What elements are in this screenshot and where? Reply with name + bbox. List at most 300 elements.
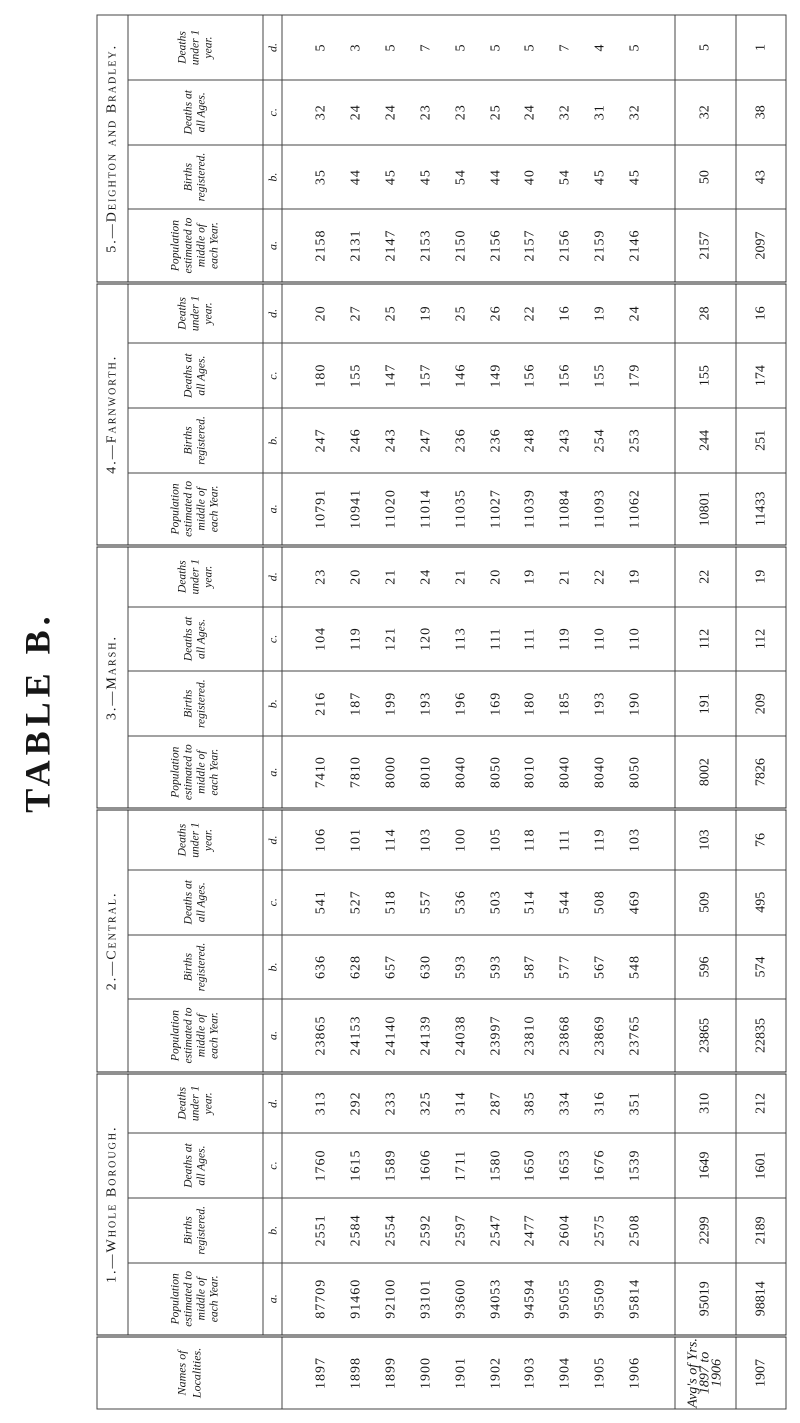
- table-cell: 11039: [522, 488, 538, 529]
- table-cell: 26: [487, 304, 503, 321]
- infant-list: [309, 810, 647, 869]
- births-header: Births registered.: [128, 408, 263, 473]
- table-cell: 193: [417, 691, 433, 716]
- table-cell: 1899: [382, 1356, 398, 1389]
- unit-label: a.: [263, 472, 282, 545]
- pop-average: 8002: [675, 736, 736, 809]
- table-cell: 11093: [592, 488, 608, 529]
- table-cell: 8000: [382, 755, 398, 788]
- table-cell: 233: [382, 1090, 398, 1115]
- locality-heading: 5.—Deighton and Bradley.: [97, 15, 128, 283]
- births-column: [282, 671, 675, 736]
- table-cell: 24139: [417, 1015, 433, 1055]
- table-cell: 351: [627, 1090, 643, 1115]
- deaths-header: Deaths at all Ages.: [128, 1133, 263, 1198]
- table-cell: 10791: [313, 488, 329, 529]
- infant-column: [282, 545, 675, 606]
- pop-average: 10801: [675, 472, 736, 545]
- table-cell: 87709: [313, 1278, 329, 1319]
- table-cell: 508: [592, 889, 608, 914]
- table-cell: 11035: [452, 488, 468, 529]
- table-cell: 149: [487, 363, 503, 388]
- deaths-final: 174: [736, 343, 786, 408]
- table-cell: 2131: [348, 229, 364, 262]
- final-year-label: 1907: [736, 1335, 786, 1408]
- infant-header: Deaths under 1 year.: [128, 809, 263, 870]
- table-cell: 593: [487, 954, 503, 979]
- table-cell: 2146: [627, 229, 643, 262]
- infant-list: [309, 547, 647, 606]
- table-cell: 2157: [522, 229, 538, 262]
- infant-final: 19: [736, 545, 786, 606]
- table-cell: 23997: [487, 1015, 503, 1055]
- infant-header: Deaths under 1 year.: [128, 1072, 263, 1133]
- locality-heading: 1.—Whole Borough.: [97, 1072, 128, 1335]
- table-cell: 93101: [417, 1278, 433, 1319]
- deaths-average: 32: [675, 79, 736, 144]
- table-cell: 20: [348, 568, 364, 585]
- table-cell: 24: [348, 103, 364, 120]
- table-cell: 20: [487, 568, 503, 585]
- table-cell: 1539: [627, 1149, 643, 1182]
- locality-heading: 3.—Marsh.: [97, 545, 128, 808]
- deaths-final: 1601: [736, 1133, 786, 1198]
- table-cell: 2147: [382, 229, 398, 262]
- table-cell: 22: [592, 568, 608, 585]
- table-cell: 94594: [522, 1278, 538, 1319]
- pop-header: Population estimated to middle of each Year.: [128, 736, 263, 809]
- pop-final: 2097: [736, 209, 786, 282]
- table-cell: 587: [522, 954, 538, 979]
- unit-label: d.: [263, 15, 282, 80]
- table-cell: 95814: [627, 1278, 643, 1319]
- table-cell: 2477: [522, 1213, 538, 1246]
- deaths-header: Deaths at all Ages.: [128, 343, 263, 408]
- table-cell: 45: [592, 168, 608, 185]
- table-cell: 32: [627, 103, 643, 120]
- table-cell: 469: [627, 889, 643, 914]
- pop-list: [309, 736, 647, 807]
- table-cell: 593: [452, 954, 468, 979]
- table-cell: 8040: [592, 755, 608, 788]
- infant-list: [309, 15, 647, 79]
- births-column: [282, 1197, 675, 1262]
- table-cell: 103: [627, 827, 643, 852]
- unit-label: a.: [263, 209, 282, 282]
- births-average: 2299: [675, 1197, 736, 1262]
- table-cell: 8050: [487, 755, 503, 788]
- table-cell: 121: [382, 626, 398, 651]
- table-cell: 11027: [487, 488, 503, 529]
- table-cell: 44: [348, 168, 364, 185]
- table-cell: 95509: [592, 1278, 608, 1319]
- births-average: 191: [675, 671, 736, 736]
- table-cell: 1650: [522, 1149, 538, 1182]
- year-list: [309, 1337, 647, 1408]
- table-cell: 193: [592, 691, 608, 716]
- deaths-column: [282, 606, 675, 671]
- unit-label: d.: [263, 809, 282, 870]
- table-cell: 11084: [557, 488, 573, 529]
- table-cell: 8010: [522, 755, 538, 788]
- unit-label: b.: [263, 934, 282, 999]
- table-cell: 91460: [348, 1278, 364, 1319]
- table-cell: 1606: [417, 1149, 433, 1182]
- table-cell: 2604: [557, 1213, 573, 1246]
- table-cell: 2156: [557, 229, 573, 262]
- infant-final: 1: [736, 15, 786, 80]
- table-cell: 1711: [452, 1149, 468, 1181]
- deaths-average: 509: [675, 869, 736, 934]
- table-cell: 23: [417, 103, 433, 120]
- table-cell: 25: [382, 304, 398, 321]
- pop-final: 98814: [736, 1262, 786, 1335]
- table-cell: 2159: [592, 229, 608, 262]
- table-cell: 24: [382, 103, 398, 120]
- table-cell: 1902: [487, 1356, 503, 1389]
- births-header: Births registered.: [128, 671, 263, 736]
- table-cell: 32: [557, 103, 573, 120]
- table-cell: 7410: [313, 755, 329, 788]
- table-cell: 19: [627, 568, 643, 585]
- table-cell: 2592: [417, 1213, 433, 1246]
- table-cell: 25: [452, 304, 468, 321]
- pop-column: [282, 736, 675, 809]
- unit-label: b.: [263, 671, 282, 736]
- table-cell: 2156: [487, 229, 503, 262]
- table-cell: 120: [417, 626, 433, 651]
- table-cell: 118: [522, 827, 538, 852]
- table-cell: 10941: [348, 488, 364, 529]
- table-cell: 216: [313, 691, 329, 716]
- table-cell: 94053: [487, 1278, 503, 1319]
- deaths-column: [282, 79, 675, 144]
- table-cell: 119: [592, 827, 608, 852]
- table-cell: 247: [313, 427, 329, 452]
- table-cell: 32: [313, 103, 329, 120]
- table-cell: 24140: [382, 1015, 398, 1055]
- pop-header: Population estimated to middle of each Year.: [128, 472, 263, 545]
- pop-header: Population estimated to middle of each Year.: [128, 1262, 263, 1335]
- table-cell: 253: [627, 427, 643, 452]
- deaths-final: 112: [736, 606, 786, 671]
- births-list: [309, 1198, 647, 1262]
- unit-label: d.: [263, 1072, 282, 1133]
- table-cell: 54: [452, 168, 468, 185]
- table-cell: 106: [313, 827, 329, 852]
- table-cell: 11062: [627, 488, 643, 529]
- deaths-header: Deaths at all Ages.: [128, 606, 263, 671]
- deaths-list: [309, 343, 647, 407]
- pop-average: 2157: [675, 209, 736, 282]
- pop-list: [309, 999, 647, 1070]
- pop-list: [309, 209, 647, 280]
- pop-column: [282, 209, 675, 282]
- births-average: 50: [675, 144, 736, 209]
- births-header: Births registered.: [128, 1197, 263, 1262]
- table-cell: 24153: [348, 1015, 364, 1055]
- table-cell: 2153: [417, 229, 433, 262]
- deaths-column: [282, 343, 675, 408]
- table-cell: 243: [382, 427, 398, 452]
- table-cell: 4: [592, 42, 608, 51]
- infant-header: Deaths under 1 year.: [128, 282, 263, 343]
- births-list: [309, 671, 647, 735]
- table-cell: 5: [313, 42, 329, 51]
- deaths-average: 1649: [675, 1133, 736, 1198]
- table-cell: 248: [522, 427, 538, 452]
- table-cell: 23: [313, 568, 329, 585]
- unit-label: c.: [263, 869, 282, 934]
- final-year-row: [736, 15, 786, 1409]
- table-cell: 54: [557, 168, 573, 185]
- table-cell: 2554: [382, 1213, 398, 1246]
- table-cell: 5: [627, 42, 643, 51]
- table-cell: 527: [348, 889, 364, 914]
- table-cell: 93600: [452, 1278, 468, 1319]
- pop-header: Population estimated to middle of each Year.: [128, 999, 263, 1072]
- deaths-header: Deaths at all Ages.: [128, 869, 263, 934]
- table-cell: 23868: [557, 1015, 573, 1055]
- deaths-list: [309, 80, 647, 144]
- table-cell: 3: [348, 42, 364, 51]
- table-cell: 156: [557, 363, 573, 388]
- average-row: [675, 15, 736, 1409]
- table-cell: 31: [592, 103, 608, 120]
- unit-label: c.: [263, 1133, 282, 1198]
- table-cell: 636: [313, 954, 329, 979]
- infant-column: [282, 282, 675, 343]
- table-cell: 156: [522, 363, 538, 388]
- infant-average: 22: [675, 545, 736, 606]
- table-cell: 114: [382, 827, 398, 852]
- table-cell: 185: [557, 691, 573, 716]
- infant-final: 16: [736, 282, 786, 343]
- table-cell: 548: [627, 954, 643, 979]
- table-cell: 541: [313, 889, 329, 914]
- table-cell: 1653: [557, 1149, 573, 1182]
- table-cell: 1897: [313, 1356, 329, 1389]
- table-cell: 27: [348, 304, 364, 321]
- births-final: 43: [736, 144, 786, 209]
- table-cell: 2551: [313, 1213, 329, 1246]
- table-cell: 247: [417, 427, 433, 452]
- table-cell: 1898: [348, 1356, 364, 1389]
- unit-label: d.: [263, 282, 282, 343]
- locality-heading: 4.—Farnworth.: [97, 282, 128, 545]
- table-cell: 95055: [557, 1278, 573, 1319]
- infant-average: 103: [675, 809, 736, 870]
- births-header: Births registered.: [128, 934, 263, 999]
- table-cell: 8040: [557, 755, 573, 788]
- infant-average: 28: [675, 282, 736, 343]
- unit-label: a.: [263, 736, 282, 809]
- table-cell: 16: [557, 304, 573, 321]
- births-column: [282, 934, 675, 999]
- table-cell: 514: [522, 889, 538, 914]
- table-cell: 1615: [348, 1149, 364, 1182]
- table-cell: 1580: [487, 1149, 503, 1182]
- table-cell: 100: [452, 827, 468, 852]
- table-cell: 21: [382, 568, 398, 585]
- locality-header-row: [97, 15, 128, 1409]
- table-cell: 21: [452, 568, 468, 585]
- table-cell: 24: [627, 304, 643, 321]
- table-cell: 146: [452, 363, 468, 388]
- table-cell: 1760: [313, 1149, 329, 1182]
- table-cell: 19: [592, 304, 608, 321]
- deaths-final: 38: [736, 79, 786, 144]
- infant-column: [282, 15, 675, 80]
- table-cell: 105: [487, 827, 503, 852]
- table-cell: 190: [627, 691, 643, 716]
- table-cell: 2584: [348, 1213, 364, 1246]
- births-column: [282, 144, 675, 209]
- table-cell: 2158: [313, 229, 329, 262]
- table-cell: 1901: [452, 1356, 468, 1389]
- table-cell: 113: [452, 626, 468, 651]
- births-final: 2189: [736, 1197, 786, 1262]
- table-cell: 1905: [592, 1356, 608, 1389]
- deaths-column: [282, 1133, 675, 1198]
- table-cell: 254: [592, 427, 608, 452]
- deaths-average: 155: [675, 343, 736, 408]
- names-header: Names of Localities.: [97, 1335, 282, 1408]
- table-cell: 169: [487, 691, 503, 716]
- births-final: 251: [736, 408, 786, 473]
- infant-final: 76: [736, 809, 786, 870]
- table-cell: 657: [382, 954, 398, 979]
- table-cell: 155: [348, 363, 364, 388]
- table-cell: 196: [452, 691, 468, 716]
- table-cell: 2575: [592, 1213, 608, 1246]
- unit-label: a.: [263, 1262, 282, 1335]
- locality-heading: 2.—Central.: [97, 809, 128, 1072]
- table-cell: 1900: [417, 1356, 433, 1389]
- table-cell: 1903: [522, 1356, 538, 1389]
- births-list: [309, 408, 647, 472]
- table-cell: 101: [348, 827, 364, 852]
- table-cell: 45: [627, 168, 643, 185]
- table-cell: 19: [417, 304, 433, 321]
- table-cell: 1676: [592, 1149, 608, 1182]
- pop-header: Population estimated to middle of each Year.: [128, 209, 263, 282]
- infant-column: [282, 809, 675, 870]
- deaths-list: [309, 607, 647, 671]
- infant-final: 212: [736, 1072, 786, 1133]
- table-cell: 1906: [627, 1356, 643, 1389]
- table-cell: 19: [522, 568, 538, 585]
- table-cell: 119: [348, 626, 364, 651]
- table-cell: 236: [452, 427, 468, 452]
- table-cell: 180: [313, 363, 329, 388]
- table-cell: 8050: [627, 755, 643, 788]
- table-cell: 628: [348, 954, 364, 979]
- table-cell: 5: [487, 42, 503, 51]
- infant-header: Deaths under 1 year.: [128, 15, 263, 80]
- table-cell: 21: [557, 568, 573, 585]
- table-cell: 334: [557, 1090, 573, 1115]
- table-cell: 24: [417, 568, 433, 585]
- infant-average: 5: [675, 15, 736, 80]
- table-cell: 325: [417, 1090, 433, 1115]
- table-cell: 23765: [627, 1015, 643, 1055]
- pop-list: [309, 1263, 647, 1334]
- pop-average: 23865: [675, 999, 736, 1072]
- table-cell: 243: [557, 427, 573, 452]
- table-cell: 2597: [452, 1213, 468, 1246]
- table-cell: 8040: [452, 755, 468, 788]
- deaths-average: 112: [675, 606, 736, 671]
- table-cell: 45: [417, 168, 433, 185]
- table-cell: 35: [313, 168, 329, 185]
- average-label: Avg's of Yrs. 1897 to 1906: [675, 1335, 736, 1408]
- unit-label: a.: [263, 999, 282, 1072]
- table-cell: 104: [313, 626, 329, 651]
- unit-label: c.: [263, 606, 282, 671]
- table-cell: 518: [382, 889, 398, 914]
- table-cell: 2547: [487, 1213, 503, 1246]
- table-cell: 316: [592, 1090, 608, 1115]
- deaths-header: Deaths at all Ages.: [128, 79, 263, 144]
- births-average: 244: [675, 408, 736, 473]
- infant-list: [309, 284, 647, 343]
- infant-header: Deaths under 1 year.: [128, 545, 263, 606]
- table-cell: 1904: [557, 1356, 573, 1389]
- table-cell: 111: [522, 626, 538, 650]
- deaths-final: 495: [736, 869, 786, 934]
- table-cell: 23865: [313, 1015, 329, 1055]
- table-cell: 8010: [417, 755, 433, 788]
- table-cell: 5: [522, 42, 538, 51]
- pop-list: [309, 473, 647, 544]
- unit-row: [263, 15, 282, 1409]
- table-cell: 199: [382, 691, 398, 716]
- infant-average: 310: [675, 1072, 736, 1133]
- deaths-list: [309, 870, 647, 934]
- pop-final: 22835: [736, 999, 786, 1072]
- infant-list: [309, 1074, 647, 1133]
- table-cell: 187: [348, 691, 364, 716]
- table-cell: 7: [557, 42, 573, 51]
- pop-column: [282, 1262, 675, 1335]
- table-cell: 155: [592, 363, 608, 388]
- table-cell: 24: [522, 103, 538, 120]
- table-cell: 314: [452, 1090, 468, 1115]
- births-column: [282, 408, 675, 473]
- census-table: [96, 14, 786, 1409]
- table-cell: 44: [487, 168, 503, 185]
- table-cell: 292: [348, 1090, 364, 1115]
- table-cell: 110: [592, 626, 608, 651]
- table-cell: 385: [522, 1090, 538, 1115]
- pop-final: 7826: [736, 736, 786, 809]
- table-cell: 92100: [382, 1278, 398, 1319]
- table-cell: 5: [382, 42, 398, 51]
- table-cell: 11020: [382, 488, 398, 529]
- infant-column: [282, 1072, 675, 1133]
- births-list: [309, 935, 647, 999]
- births-final: 574: [736, 934, 786, 999]
- unit-label: c.: [263, 79, 282, 144]
- unit-label: d.: [263, 545, 282, 606]
- table-cell: 503: [487, 889, 503, 914]
- table-cell: 40: [522, 168, 538, 185]
- table-cell: 22: [522, 304, 538, 321]
- table-cell: 536: [452, 889, 468, 914]
- page-title: TABLE B.: [17, 610, 57, 813]
- table-cell: 577: [557, 954, 573, 979]
